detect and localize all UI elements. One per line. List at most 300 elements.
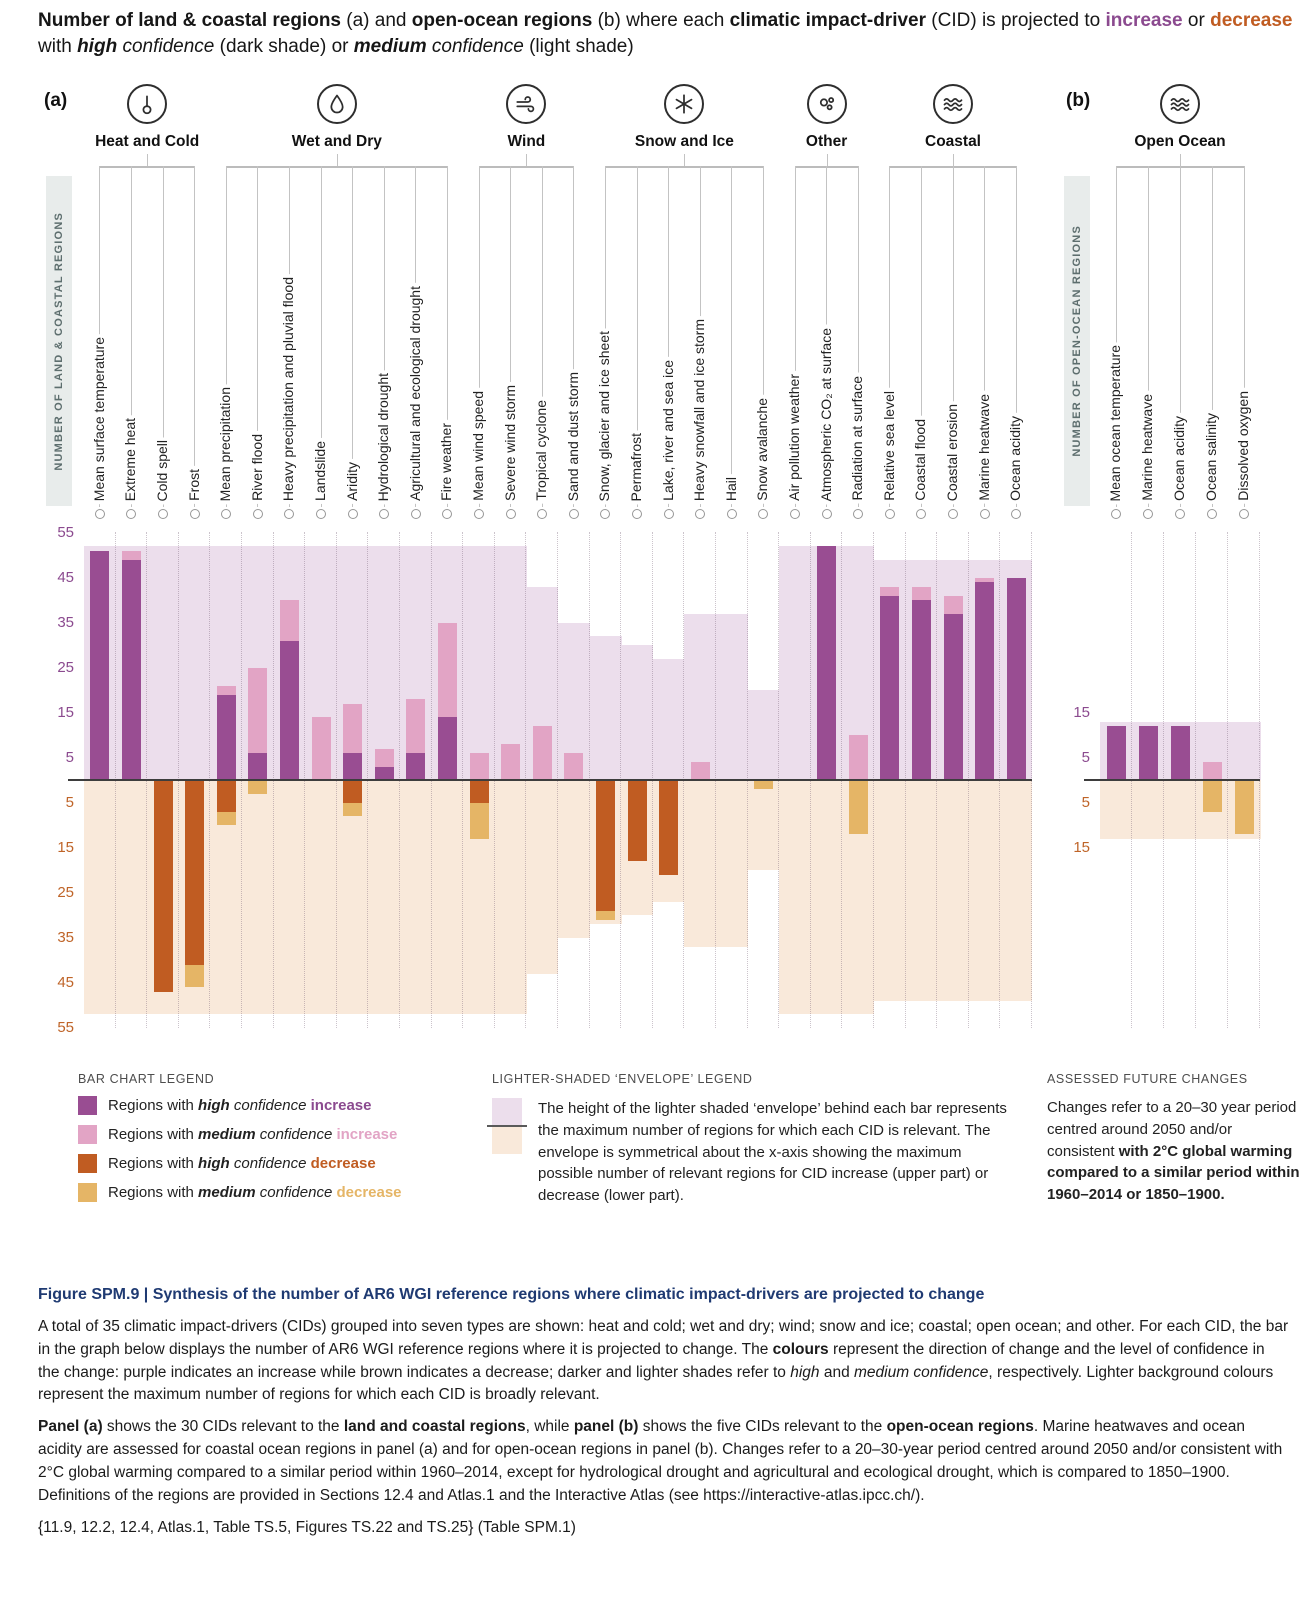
cid-label: Ocean acidity bbox=[1008, 413, 1023, 504]
text-segment: high bbox=[198, 1155, 230, 1172]
group-stub bbox=[147, 154, 148, 166]
envelope-upper bbox=[463, 546, 495, 780]
bar-increase-high bbox=[90, 551, 109, 781]
bar-decrease-high bbox=[596, 780, 615, 911]
cid-label: Hydrological drought bbox=[376, 370, 391, 504]
legend-label bbox=[108, 1097, 372, 1114]
text-segment: shows the 30 CIDs relevant to the bbox=[102, 1418, 344, 1436]
droplet-icon bbox=[325, 92, 349, 116]
group-name-label: Wet and Dry bbox=[291, 133, 382, 150]
group-name-label: Wind bbox=[507, 133, 546, 150]
envelope-lower bbox=[874, 780, 906, 1001]
cid-label: Cold spell bbox=[155, 437, 170, 504]
legend-label bbox=[108, 1126, 397, 1143]
cid-label: Fire weather bbox=[439, 420, 454, 504]
legend-item bbox=[78, 1183, 458, 1202]
text-segment: decrease bbox=[310, 1155, 376, 1172]
group-icon bbox=[933, 84, 973, 124]
text-segment: and bbox=[819, 1363, 854, 1381]
group-stub bbox=[1180, 154, 1181, 166]
cid-label: Dissolved oxygen bbox=[1236, 388, 1251, 504]
cid-connector-line bbox=[731, 166, 732, 507]
envelope-upper bbox=[621, 645, 653, 780]
envelope-lower bbox=[969, 780, 1001, 1001]
group-stub bbox=[684, 154, 685, 166]
text-segment: confidence bbox=[255, 1184, 333, 1201]
y-tick: 5 bbox=[1081, 748, 1090, 766]
group-name-label: Other bbox=[805, 133, 848, 150]
text-segment: medium bbox=[353, 36, 427, 58]
y-tick: 5 bbox=[1081, 793, 1090, 811]
cid-label: Marine heatwave bbox=[977, 391, 992, 504]
cid-label: Mean ocean temperature bbox=[1108, 342, 1123, 504]
cid-label: Mean precipitation bbox=[218, 384, 233, 504]
cid-marker-circle bbox=[758, 509, 768, 519]
bar-increase-medium bbox=[912, 587, 931, 601]
bar-increase-high bbox=[1139, 726, 1158, 780]
y-axis-title bbox=[46, 176, 72, 506]
y-tick: 15 bbox=[57, 703, 74, 721]
y-axis-title-text: NUMBER OF LAND & COASTAL REGIONS bbox=[53, 211, 65, 471]
cid-marker-circle bbox=[569, 509, 579, 519]
cid-label: Snow avalanche bbox=[755, 395, 770, 504]
cid-marker-circle bbox=[253, 509, 263, 519]
legend-item bbox=[78, 1096, 458, 1115]
text-segment: (CID) is projected to bbox=[926, 10, 1106, 31]
text-segment: increase bbox=[310, 1097, 372, 1114]
cid-label: Marine heatwave bbox=[1140, 391, 1155, 504]
envelope-lower bbox=[779, 780, 811, 1014]
legend-label bbox=[108, 1184, 402, 1201]
bar-decrease-high bbox=[185, 780, 204, 965]
caption-paragraph bbox=[38, 1316, 1290, 1408]
legend-label bbox=[108, 1155, 376, 1172]
bar-legend-heading: BAR CHART LEGEND bbox=[78, 1072, 215, 1086]
envelope-upper bbox=[653, 659, 685, 781]
envelope-lower bbox=[400, 780, 432, 1014]
text-segment: increase bbox=[336, 1126, 398, 1143]
cid-marker-circle bbox=[158, 509, 168, 519]
group-stub bbox=[953, 154, 954, 166]
y-tick: 35 bbox=[57, 613, 74, 631]
group-name-label: Open Ocean bbox=[1134, 133, 1226, 150]
bar-decrease-high bbox=[343, 780, 362, 803]
cid-label: River flood bbox=[250, 431, 265, 504]
envelope-legend-text: The height of the lighter shaded ‘envelope’ behind each bar represents the maximum number of regions for which each CID is relevant. The envelope is symmetrical about the x-axis showing the maximum possible number of relevant regions for CID increase (upper part) or decrease (lower part). bbox=[538, 1100, 1007, 1204]
bar-increase-medium bbox=[564, 753, 583, 780]
text-segment: medium bbox=[198, 1184, 256, 1201]
bar-increase-medium bbox=[312, 717, 331, 780]
bar-increase-medium bbox=[280, 600, 299, 641]
cid-marker-circle bbox=[600, 509, 610, 519]
envelope-lower bbox=[906, 780, 938, 1001]
group-bracket bbox=[479, 166, 574, 168]
group-icon bbox=[1160, 84, 1200, 124]
cid-marker-circle bbox=[790, 509, 800, 519]
text-segment: , while bbox=[525, 1418, 574, 1436]
cid-marker-circle bbox=[1011, 509, 1021, 519]
cid-marker-circle bbox=[379, 509, 389, 519]
text-segment: land and coastal regions bbox=[343, 1418, 526, 1436]
envelope-legend bbox=[492, 1072, 1024, 1207]
text-segment: . Marine heatwaves and ocean acidity are assessed for coastal ocean regions in panel (a) and for open-ocean regions in panel (b). Changes refer to a 20–30-year period centred around 2050 and/or consistent with 2°C global warming compared to a similar period within 1960–2014, except for hydrological drought and agricultural and ecological drought, which is compared to 1850–1900. Definitions of the regions are provided in Sections 12.4 and Atlas.1 and the Interactive Atlas (see https://interactive-atlas.ipcc.ch/). bbox=[38, 1418, 1283, 1505]
cid-label: Lake, river and sea ice bbox=[661, 357, 676, 504]
bar-decrease-medium bbox=[217, 812, 236, 826]
caption-paragraph bbox=[38, 1517, 1290, 1540]
cid-label: Atmospheric CO₂ at surface bbox=[819, 325, 834, 505]
bar-legend-items bbox=[78, 1096, 458, 1202]
cid-label: Aridity bbox=[345, 459, 360, 504]
text-segment: Regions with bbox=[108, 1155, 199, 1172]
envelope-sample-upper bbox=[492, 1098, 522, 1126]
y-tick: 25 bbox=[57, 883, 74, 901]
cid-label: Ocean acidity bbox=[1172, 413, 1187, 504]
envelope-lower bbox=[811, 780, 843, 1014]
envelope-lower bbox=[432, 780, 464, 1014]
bar-decrease-high bbox=[659, 780, 678, 875]
bar-decrease-medium bbox=[596, 911, 615, 920]
envelope-lower bbox=[305, 780, 337, 1014]
bar-increase-medium bbox=[880, 587, 899, 596]
envelope-lower bbox=[716, 780, 748, 947]
bar-increase-medium bbox=[122, 551, 141, 560]
cid-marker-circle bbox=[190, 509, 200, 519]
text-segment: increase bbox=[1105, 10, 1183, 31]
text-segment: (b) where each bbox=[592, 10, 730, 31]
group-icon bbox=[127, 84, 167, 124]
bar-decrease-high bbox=[628, 780, 647, 861]
cid-marker-circle bbox=[1239, 509, 1249, 519]
assessed-text bbox=[1047, 1097, 1303, 1206]
cid-label: Relative sea level bbox=[882, 388, 897, 504]
bar-increase-high bbox=[280, 641, 299, 781]
wind-icon bbox=[514, 92, 538, 116]
envelope-legend-row bbox=[492, 1098, 1024, 1207]
bar-increase-high bbox=[912, 600, 931, 780]
cid-marker-circle bbox=[506, 509, 516, 519]
y-tick: 55 bbox=[57, 1018, 74, 1036]
text-segment: climatic impact-driver bbox=[729, 10, 927, 31]
figure-caption bbox=[38, 1283, 1290, 1549]
group-icon bbox=[807, 84, 847, 124]
text-segment: A total of 35 climatic impact-drivers (CIDs) grouped into seven types are shown: heat and cold; wet and dry; wind; snow and ice; coastal; open ocean; and other. For each CID, the bar in the graph below displays the number of AR6 WGI reference regions where it is projected to change. The bbox=[38, 1317, 1289, 1358]
envelope-sample-zero-line bbox=[487, 1125, 527, 1127]
bar-increase-high bbox=[122, 560, 141, 781]
envelope-upper bbox=[179, 546, 211, 780]
envelope-upper bbox=[147, 546, 179, 780]
group-icon bbox=[317, 84, 357, 124]
envelope-upper bbox=[1228, 722, 1261, 781]
bar-increase-medium bbox=[975, 578, 994, 583]
cid-label: Landslide bbox=[313, 438, 328, 504]
legend-swatch bbox=[78, 1096, 97, 1115]
text-segment: {11.9, 12.2, 12.4, Atlas.1, Table TS.5, Figures TS.22 and TS.25} (Table SPM.1) bbox=[38, 1519, 576, 1537]
bar-increase-medium bbox=[343, 704, 362, 754]
cid-marker-circle bbox=[916, 509, 926, 519]
cid-label: Coastal flood bbox=[913, 416, 928, 504]
cid-label: Permafrost bbox=[629, 430, 644, 504]
cid-label: Snow, glacier and ice sheet bbox=[597, 328, 612, 504]
bar-decrease-medium bbox=[1203, 780, 1222, 812]
envelope-lower bbox=[1100, 780, 1133, 839]
text-segment: Changes refer to a 20–30 year period centred around 2050 and/or consistent bbox=[1047, 1099, 1297, 1160]
cid-marker-circle bbox=[822, 509, 832, 519]
bar-decrease-medium bbox=[343, 803, 362, 817]
bar-increase-high bbox=[1171, 726, 1190, 780]
bar-increase-high bbox=[1107, 726, 1126, 780]
y-axis-title bbox=[1064, 176, 1090, 506]
y-axis-title-text: NUMBER OF OPEN-OCEAN REGIONS bbox=[1071, 225, 1083, 457]
waves-icon bbox=[1168, 92, 1192, 116]
envelope-lower bbox=[84, 780, 116, 1014]
group-bracket bbox=[226, 166, 447, 168]
group-name-label: Coastal bbox=[925, 133, 981, 150]
y-tick: 5 bbox=[65, 793, 74, 811]
envelope-sample-swatch bbox=[492, 1098, 522, 1154]
envelope-lower bbox=[558, 780, 590, 938]
bar-decrease-medium bbox=[470, 803, 489, 839]
text-segment: high bbox=[77, 36, 118, 58]
cid-label: Hail bbox=[724, 474, 739, 504]
envelope-lower bbox=[116, 780, 148, 1014]
cid-marker-circle bbox=[126, 509, 136, 519]
cid-label: Radiation at surface bbox=[850, 373, 865, 504]
bar-increase-medium bbox=[533, 726, 552, 780]
text-segment: high bbox=[790, 1363, 820, 1381]
legend-swatch bbox=[78, 1125, 97, 1144]
text-segment: panel (b) bbox=[573, 1418, 639, 1436]
bar-increase-medium bbox=[470, 753, 489, 780]
text-segment: (a) and bbox=[341, 10, 412, 31]
cid-marker-circle bbox=[885, 509, 895, 519]
bar-increase-high bbox=[438, 717, 457, 780]
cid-label: Ocean salinity bbox=[1204, 410, 1219, 504]
bar-decrease-medium bbox=[185, 965, 204, 988]
bar-increase-high bbox=[343, 753, 362, 780]
legend-swatch bbox=[78, 1183, 97, 1202]
bar-chart-legend bbox=[78, 1072, 458, 1202]
bar-decrease-medium bbox=[1235, 780, 1254, 834]
text-segment: Regions with bbox=[108, 1126, 199, 1143]
x-axis-zero-line bbox=[1084, 779, 1260, 781]
text-segment: Regions with bbox=[108, 1184, 199, 1201]
panel-label: (b) bbox=[1066, 90, 1091, 111]
text-segment: colours bbox=[772, 1340, 829, 1358]
caption-paragraphs bbox=[38, 1316, 1290, 1540]
envelope-upper bbox=[368, 546, 400, 780]
bar-increase-medium bbox=[406, 699, 425, 753]
cid-marker-circle bbox=[727, 509, 737, 519]
group-stub bbox=[827, 154, 828, 166]
bar-increase-medium bbox=[217, 686, 236, 695]
panel-label: (a) bbox=[44, 90, 68, 111]
text-segment: confidence bbox=[117, 36, 215, 58]
molecule-icon bbox=[815, 92, 839, 116]
text-segment: confidence bbox=[229, 1097, 307, 1114]
envelope-lower bbox=[274, 780, 306, 1014]
y-tick: 5 bbox=[65, 748, 74, 766]
legend-swatch bbox=[78, 1154, 97, 1173]
cid-marker-circle bbox=[442, 509, 452, 519]
text-segment: high bbox=[198, 1097, 230, 1114]
bar-increase-high bbox=[406, 753, 425, 780]
bar-decrease-medium bbox=[248, 780, 267, 794]
bar-decrease-medium bbox=[754, 780, 773, 789]
cid-label: Coastal erosion bbox=[945, 401, 960, 504]
cid-connector-line bbox=[194, 166, 195, 507]
text-segment: open-ocean regions bbox=[411, 10, 593, 31]
envelope-lower bbox=[748, 780, 780, 870]
group-bracket bbox=[605, 166, 763, 168]
bar-decrease-high bbox=[470, 780, 489, 803]
cid-label: Agricultural and ecological drought bbox=[408, 283, 423, 504]
legend-item bbox=[78, 1125, 458, 1144]
text-segment: medium bbox=[198, 1126, 256, 1143]
y-tick: 15 bbox=[1073, 703, 1090, 721]
bar-increase-high bbox=[817, 546, 836, 780]
caption-paragraph bbox=[38, 1416, 1290, 1508]
envelope-upper bbox=[716, 614, 748, 781]
bar-decrease-medium bbox=[849, 780, 868, 834]
envelope-lower bbox=[937, 780, 969, 1001]
text-segment: with 2°C global warming compared to a similar period within 1960–2014 or 1850–1900. bbox=[1047, 1142, 1300, 1203]
bar-increase-medium bbox=[438, 623, 457, 718]
envelope-lower bbox=[1132, 780, 1165, 839]
text-segment: (light shade) bbox=[523, 36, 634, 58]
envelope-lower bbox=[684, 780, 716, 947]
text-segment: with bbox=[38, 36, 78, 58]
envelope-upper bbox=[590, 636, 622, 780]
cid-marker-circle bbox=[537, 509, 547, 519]
group-name-label: Snow and Ice bbox=[634, 133, 734, 150]
y-tick: 45 bbox=[57, 568, 74, 586]
assessed-heading: ASSESSED FUTURE CHANGES bbox=[1047, 1072, 1248, 1086]
y-tick: 35 bbox=[57, 928, 74, 946]
cid-label: Severe wind storm bbox=[503, 382, 518, 504]
cid-marker-circle bbox=[348, 509, 358, 519]
envelope-upper bbox=[684, 614, 716, 781]
x-axis-zero-line bbox=[68, 779, 1032, 781]
cid-marker-circle bbox=[695, 509, 705, 519]
bar-increase-medium bbox=[1203, 762, 1222, 780]
y-tick: 15 bbox=[1073, 838, 1090, 856]
cid-label: Mean surface temperature bbox=[92, 334, 107, 504]
cid-marker-circle bbox=[853, 509, 863, 519]
cid-marker-circle bbox=[1111, 509, 1121, 519]
group-bracket bbox=[100, 166, 195, 168]
bar-decrease-high bbox=[154, 780, 173, 992]
bar-increase-medium bbox=[248, 668, 267, 754]
text-segment: (dark shade) or bbox=[214, 36, 354, 58]
cid-marker-circle bbox=[95, 509, 105, 519]
group-stub bbox=[526, 154, 527, 166]
y-tick: 45 bbox=[57, 973, 74, 991]
thermometer-icon bbox=[135, 92, 159, 116]
envelope-legend-heading: LIGHTER-SHADED ‘ENVELOPE’ LEGEND bbox=[492, 1072, 753, 1086]
cid-marker-circle bbox=[1143, 509, 1153, 519]
group-stub bbox=[337, 154, 338, 166]
text-segment: Panel (a) bbox=[38, 1418, 103, 1436]
bar-decrease-high bbox=[217, 780, 236, 812]
cid-marker-circle bbox=[948, 509, 958, 519]
y-tick: 55 bbox=[57, 523, 74, 541]
group-icon bbox=[506, 84, 546, 124]
bar-increase-high bbox=[217, 695, 236, 781]
envelope-lower bbox=[1000, 780, 1032, 1001]
y-tick: 25 bbox=[57, 658, 74, 676]
text-segment: open-ocean regions bbox=[886, 1418, 1034, 1436]
envelope-lower bbox=[495, 780, 527, 1014]
envelope-lower bbox=[368, 780, 400, 1014]
cid-marker-circle bbox=[664, 509, 674, 519]
cid-marker-circle bbox=[316, 509, 326, 519]
cid-marker-circle bbox=[1207, 509, 1217, 519]
group-icon bbox=[664, 84, 704, 124]
cid-marker-circle bbox=[284, 509, 294, 519]
cid-label: Extreme heat bbox=[123, 415, 138, 504]
bar-increase-medium bbox=[501, 744, 520, 780]
text-segment: represent the direction of change and the level of confidence in the change: purple indicates an increase while brown indicates a decrease; darker and lighter shades refer to bbox=[38, 1340, 1265, 1381]
bar-increase-high bbox=[248, 753, 267, 780]
snowflake-icon bbox=[672, 92, 696, 116]
cid-marker-circle bbox=[221, 509, 231, 519]
text-segment: medium confidence bbox=[854, 1363, 989, 1381]
text-segment: shows the five CIDs relevant to the bbox=[638, 1418, 887, 1436]
text-segment: confidence bbox=[426, 36, 524, 58]
bar-increase-medium bbox=[849, 735, 868, 780]
text-segment: decrease bbox=[336, 1184, 402, 1201]
text-segment: confidence bbox=[229, 1155, 307, 1172]
waves-icon bbox=[941, 92, 965, 116]
group-name-label: Heat and Cold bbox=[95, 133, 200, 150]
text-segment: , respectively. Lighter background colours represent the maximum number of regions for which each CID is broadly relevant. bbox=[38, 1363, 1274, 1404]
bar-increase-high bbox=[880, 596, 899, 781]
caption-heading: Figure SPM.9 | Synthesis of the number of AR6 WGI reference regions where climatic impact-drivers are projected to change bbox=[38, 1286, 985, 1303]
cid-label: Frost bbox=[187, 466, 202, 504]
legend-item bbox=[78, 1154, 458, 1173]
envelope-upper bbox=[748, 690, 780, 780]
cid-marker-circle bbox=[411, 509, 421, 519]
bar-increase-high bbox=[1007, 578, 1026, 781]
text-segment: decrease bbox=[1210, 10, 1293, 31]
assessed-changes-note bbox=[1047, 1072, 1303, 1206]
envelope-lower bbox=[1164, 780, 1197, 839]
text-segment: or bbox=[1182, 10, 1211, 31]
cid-marker-circle bbox=[474, 509, 484, 519]
text-segment: Number of land & coastal regions bbox=[38, 10, 341, 31]
cid-label: Sand and dust storm bbox=[566, 369, 581, 504]
cid-marker-circle bbox=[1175, 509, 1185, 519]
envelope-lower bbox=[526, 780, 558, 974]
text-segment: confidence bbox=[255, 1126, 333, 1143]
cid-label: Air pollution weather bbox=[787, 371, 802, 504]
cid-label: Mean wind speed bbox=[471, 388, 486, 504]
bar-increase-high bbox=[944, 614, 963, 781]
envelope-sample-lower bbox=[492, 1126, 522, 1154]
cid-marker-circle bbox=[980, 509, 990, 519]
bar-increase-high bbox=[975, 582, 994, 780]
bar-increase-high bbox=[375, 767, 394, 781]
bar-increase-medium bbox=[944, 596, 963, 614]
cid-label: Tropical cyclone bbox=[534, 397, 549, 504]
cid-label: Heavy snowfall and ice storm bbox=[692, 316, 707, 504]
envelope-lower bbox=[242, 780, 274, 1014]
cid-marker-circle bbox=[632, 509, 642, 519]
y-tick: 15 bbox=[57, 838, 74, 856]
envelope-upper bbox=[779, 546, 811, 780]
text-segment: Regions with bbox=[108, 1097, 199, 1114]
bar-increase-medium bbox=[375, 749, 394, 767]
